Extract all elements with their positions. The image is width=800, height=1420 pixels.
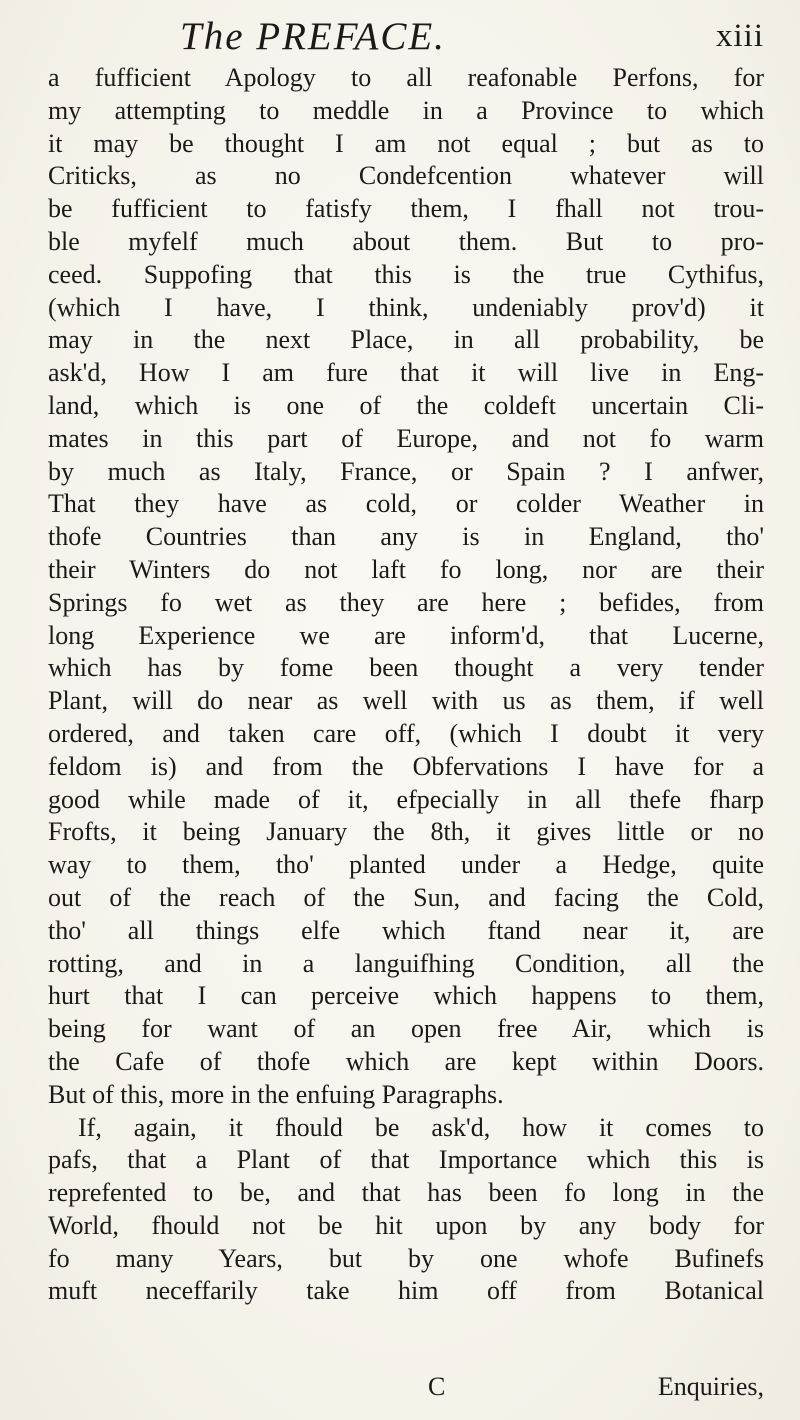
text-line: Criticks, as no Condefcention whatever will — [48, 161, 764, 191]
text-line: way to them, tho' planted under a Hedge, quite — [48, 850, 764, 880]
text-line: my attempting to meddle in a Province to which — [48, 95, 764, 125]
text-line: out of the reach of the Sun, and facing the Cold, — [48, 882, 764, 912]
text-line: long Experience we are inform'd, that Lucerne, — [48, 620, 764, 650]
text-line: being for want of an open free Air, which is — [48, 1014, 764, 1044]
text-line: the Cafe of thofe which are kept within Doors. — [48, 1046, 764, 1076]
text-line: Frofts, it being January the 8th, it gives little or no — [48, 817, 764, 847]
text-line: it may be thought I am not equal ; but as to — [48, 128, 764, 158]
text-line: World, fhould not be hit upon by any body for — [48, 1210, 764, 1240]
text-line: ordered, and taken care off, (which I doubt it very — [48, 718, 764, 748]
text-line: land, which is one of the coldeft uncertain Cli- — [48, 390, 764, 420]
catchword-line — [48, 1372, 764, 1404]
text-line: which has by fome been thought a very tender — [48, 653, 764, 683]
catchword: Enquiries, — [657, 1372, 764, 1401]
text-line: fo many Years, but by one whofe Bufinefs — [48, 1243, 764, 1273]
text-line: ble myfelf much about them. But to pro- — [48, 226, 764, 256]
body-text — [48, 62, 764, 1308]
signature-mark: C — [428, 1372, 446, 1401]
text-line: a fufficient Apology to all reafonable Perfons, for — [48, 63, 764, 92]
text-line: rotting, and in a languifhing Condition, all the — [48, 948, 764, 978]
page-number: xiii — [715, 18, 764, 54]
running-head — [48, 14, 764, 64]
text-line: by much as Italy, France, or Spain ? I anfwer, — [48, 456, 764, 486]
text-line: That they have as cold, or colder Weather in — [48, 489, 764, 519]
text-line: thofe Countries than any is in England, tho' — [48, 522, 764, 552]
text-line: If, again, it fhould be ask'd, how it comes to — [78, 1112, 764, 1142]
text-line: (which I have, I think, undeniably prov'd) it — [48, 292, 764, 322]
text-line: muft neceffarily take him off from Botanical — [48, 1276, 764, 1306]
text-line: pafs, that a Plant of that Importance which this is — [48, 1145, 764, 1175]
text-line: their Winters do not laft fo long, nor are their — [48, 554, 764, 584]
text-line: feldom is) and from the Obfervations I have for a — [48, 751, 764, 781]
text-line: Plant, will do near as well with us as them, if well — [48, 686, 764, 716]
text-line: be fufficient to fatisfy them, I fhall not trou- — [48, 194, 764, 224]
running-head-title: The PREFACE. — [180, 15, 446, 58]
text-line: may in the next Place, in all probability, be — [48, 325, 764, 355]
text-line: tho' all things elfe which ftand near it, are — [48, 915, 764, 945]
text-line: ceed. Suppofing that this is the true Cythifus, — [48, 259, 764, 289]
text-line: reprefented to be, and that has been fo long in the — [48, 1178, 764, 1208]
text-line: good while made of it, efpecially in all thefe fharp — [48, 784, 764, 814]
text-line: Springs fo wet as they are here ; befides, from — [48, 587, 764, 617]
text-line: hurt that I can perceive which happens to them, — [48, 981, 764, 1011]
text-line: mates in this part of Europe, and not fo warm — [48, 423, 764, 453]
text-line: ask'd, How I am fure that it will live in Eng- — [48, 358, 764, 388]
text-line: But of this, more in the enfuing Paragraphs. — [48, 1079, 504, 1109]
